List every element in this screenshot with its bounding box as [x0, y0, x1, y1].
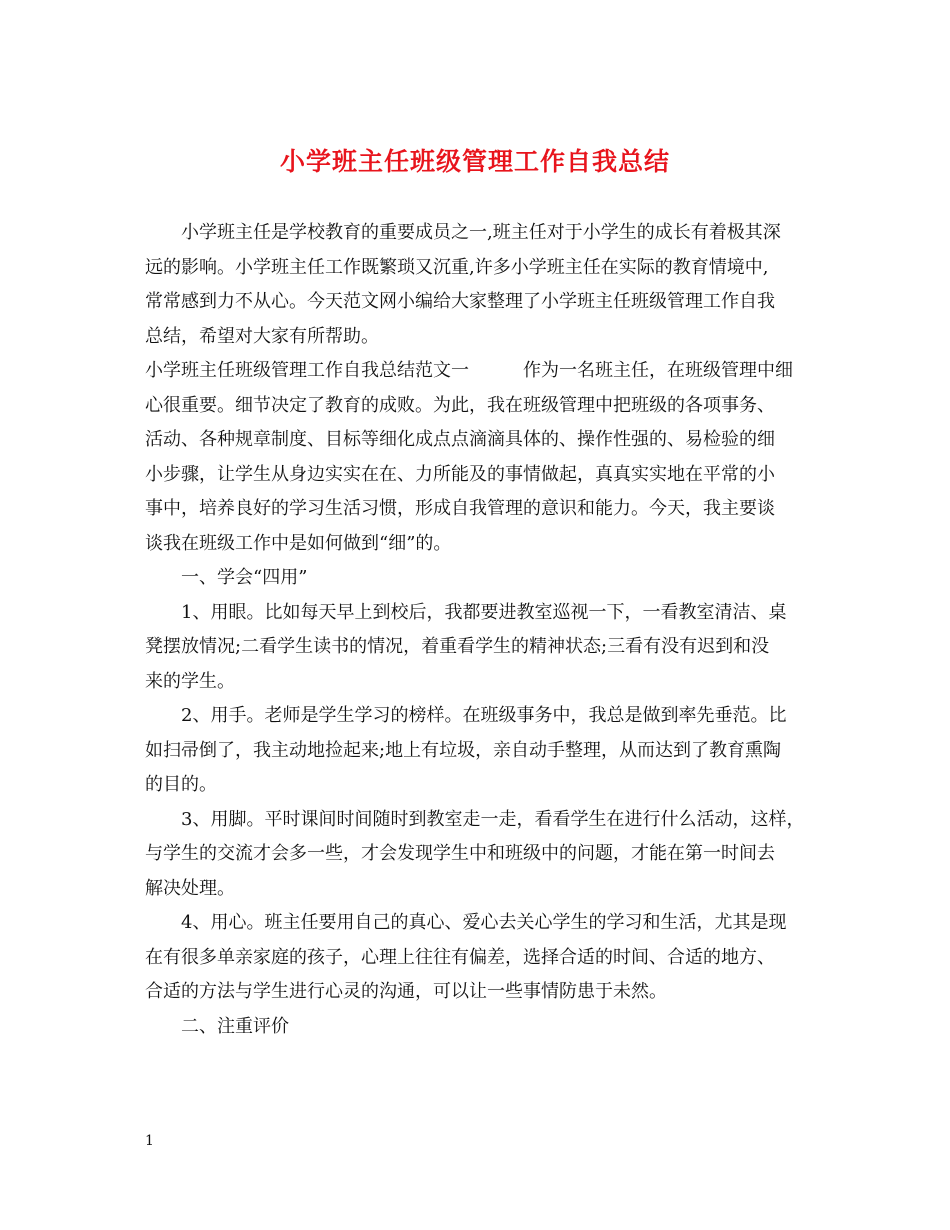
body-line: 合适的方法与学生进行心灵的沟通，可以让一些事情防患于未然。: [145, 981, 667, 1002]
body-line: 解决处理。: [145, 877, 235, 899]
document-body: [145, 216, 815, 1044]
body-line: 小学班主任班级管理工作自我总结范文一 作为一名班主任，在班级管理中细: [145, 360, 793, 381]
body-line: 来的学生。: [145, 670, 235, 692]
body-line: 常常感到力不从心。今天范文网小编给大家整理了小学班主任班级管理工作自我: [145, 291, 775, 312]
body-line: 远的影响。小学班主任工作既繁琐又沉重,许多小学班主任在实际的教育情境中,: [145, 256, 769, 278]
body-line: 心很重要。细节决定了教育的成败。为此，我在班级管理中把班级的各项事务、: [145, 394, 775, 416]
body-line: 小步骤，让学生从身边实实在在、力所能及的事情做起，真真实实地在平常的小: [145, 463, 775, 485]
body-line: 1、用眼。比如每天早上到校后，我都要进教室巡视一下，一看教室清洁、桌: [145, 601, 787, 623]
body-line: 2、用手。老师是学生学习的榜样。在班级事务中，我总是做到率先垂范。比: [145, 705, 787, 726]
body-line: 3、用脚。平时课间时间随时到教室走一走，看看学生在进行什么活动，这样，: [145, 808, 805, 830]
body-line: 4、用心。班主任要用自己的真心、爱心去关心学生的学习和生活，尤其是现: [145, 912, 787, 933]
section-heading: 一、学会“四用”: [145, 567, 308, 588]
document-title: 小学班主任班级管理工作自我总结: [279, 147, 670, 176]
body-line: 在有很多单亲家庭的孩子，心理上往往有偏差，选择合适的时间、合适的地方、: [145, 946, 775, 968]
page-number: 1: [145, 1133, 154, 1149]
body-line: 与学生的交流才会多一些，才会发现学生中和班级中的问题，才能在第一时间去: [145, 843, 775, 864]
body-line: 谈我在班级工作中是如何做到“细”的。: [145, 532, 452, 554]
section-heading: 二、注重评价: [145, 1015, 289, 1037]
body-line: 凳摆放情况;二看学生读书的情况，着重看学生的精神状态;三看有没有迟到和没: [145, 636, 770, 657]
body-line: 事中，培养良好的学习生活习惯，形成自我管理的意识和能力。今天，我主要谈: [145, 498, 775, 519]
body-line: 总结，希望对大家有所帮助。: [145, 325, 379, 347]
body-line: 如扫帚倒了，我主动地捡起来;地上有垃圾，亲自动手整理，从而达到了教育熏陶: [145, 739, 782, 761]
body-line: 小学班主任是学校教育的重要成员之一,班主任对于小学生的成长有着极其深: [145, 222, 781, 243]
body-line: 活动、各种规章制度、目标等细化成点点滴滴具体的、操作性强的、易检验的细: [145, 429, 775, 450]
body-line: 的目的。: [145, 774, 217, 795]
